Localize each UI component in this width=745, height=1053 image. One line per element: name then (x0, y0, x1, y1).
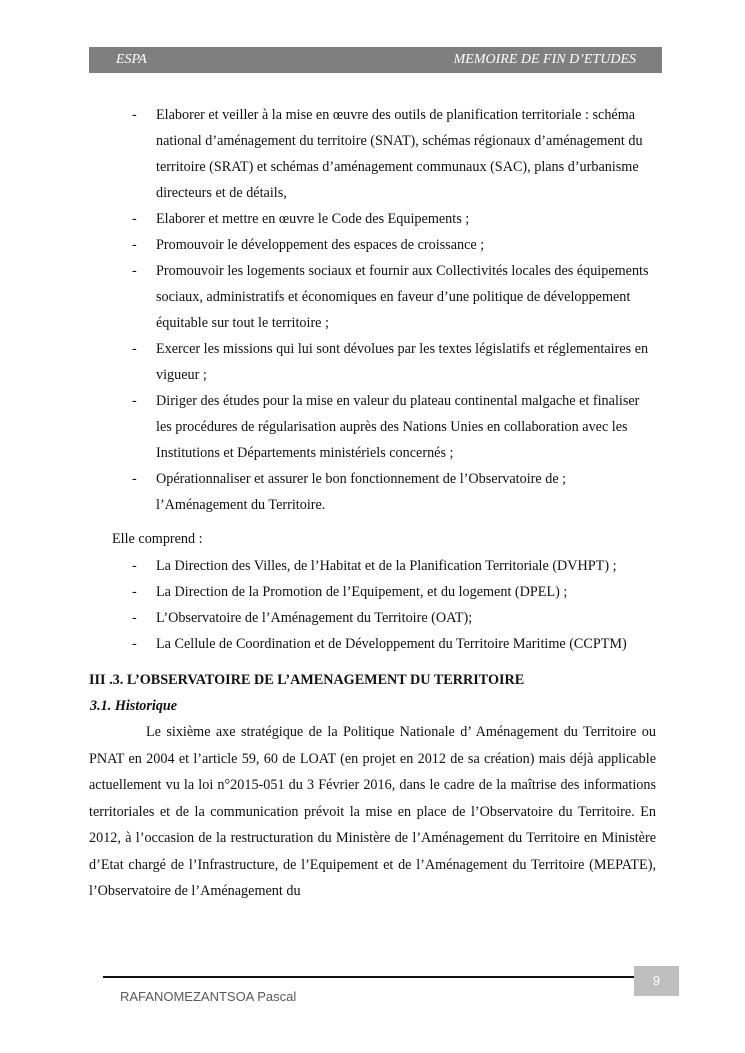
missions-list (89, 102, 656, 518)
list-item: - Exercer les missions qui lui sont dévolues par les textes législatifs et réglementaires en vigueur ; (89, 336, 656, 388)
list-item: - La Cellule de Coordination et de Développement du Territoire Maritime (CCPTM) (89, 631, 656, 657)
subsection-title: 3.1. Historique (90, 698, 178, 714)
comprend-label: Elle comprend : (112, 531, 203, 547)
page-content (89, 102, 656, 905)
list-item: - Promouvoir le développement des espaces de croissance ; (89, 232, 656, 258)
list-item: - L’Observatoire de l’Aménagement du Territoire (OAT); (89, 605, 656, 631)
list-item: - Diriger des études pour la mise en valeur du plateau continental malgache et finaliser les procédures de régularisation auprès des Nations Unies en collaboration avec les Institutions et Départements ministériels concernés ; (89, 388, 656, 466)
historique-paragraph: Le sixième axe stratégique de la Politique Nationale d’ Aménagement du Territoire ou PNAT en 2004 et l’article 59, 60 de LOAT (en projet en 2012 de sa création) mais déjà applicable actuellement vu la loi n°2015-051 du 3 Février 2016, dans le cadre de la maîtrise des informations territoriales et de la communication prévoit la mise en place de l’Observatoire du Territoire. En 2012, à l’occasion de la restructuration du Ministère de l’Aménagement du Territoire en Ministère d’Etat chargé de l’Infrastructure, de l’Equipement et de l’Aménagement du Territoire (MEPATE), l’Observatoire de l’Aménagement du (89, 724, 656, 899)
list-item: - La Direction de la Promotion de l’Equipement, et du logement (DPEL) ; (89, 579, 656, 605)
header-school: ESPA (116, 52, 147, 67)
page-number: 9 (634, 966, 679, 996)
list-item: - La Direction des Villes, de l’Habitat et de la Planification Territoriale (DVHPT) ; (89, 553, 656, 579)
section-title: III .3. L’OBSERVATOIRE DE L’AMENAGEMENT DU TERRITOIRE (89, 672, 525, 688)
page-header (89, 47, 662, 73)
list-item: - Promouvoir les logements sociaux et fournir aux Collectivités locales des équipements sociaux, administratifs et économiques en faveur d’une politique de développement équitable sur tout le territoire ; (89, 258, 656, 336)
footer-author: RAFANOMEZANTSOA Pascal (120, 989, 297, 1004)
directions-list (89, 553, 656, 657)
list-item: - Opérationnaliser et assurer le bon fonctionnement de l’Observatoire de ; l’Aménagement du Territoire. (89, 466, 656, 518)
list-item: - Elaborer et veiller à la mise en œuvre des outils de planification territoriale : schéma national d’aménagement du territoire (SNAT), schémas régionaux d’aménagement du territoire (SRAT) et schémas d’aménagement communaux (SAC), plans d’urbanisme directeurs et de détails, (89, 102, 656, 206)
header-document-type: MEMOIRE DE FIN D’ETUDES (453, 52, 636, 67)
list-item: - Elaborer et mettre en œuvre le Code des Equipements ; (89, 206, 656, 232)
footer-divider (103, 976, 634, 978)
